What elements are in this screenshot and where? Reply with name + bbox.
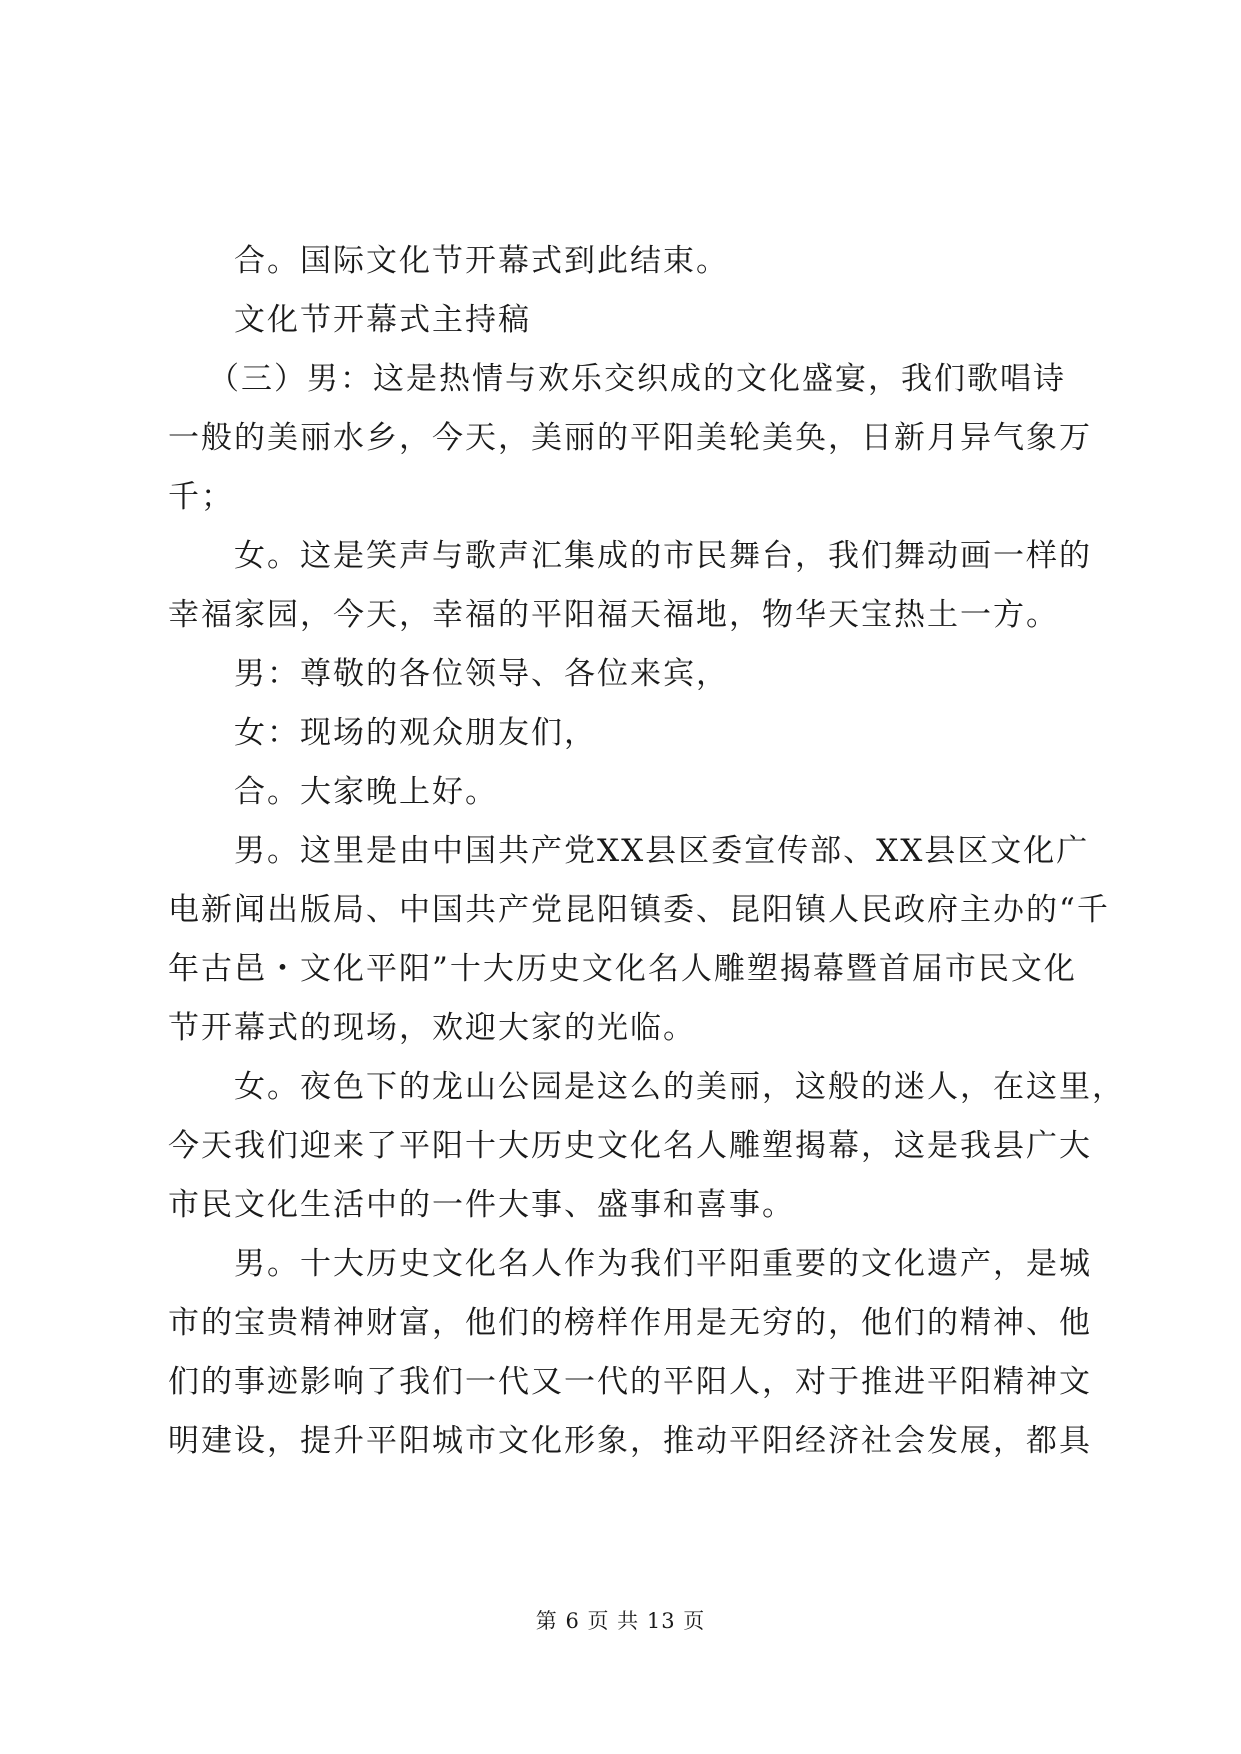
text-line: （三）男：这是热情与欢乐交织成的文化盛宴，我们歌唱诗 — [208, 361, 1066, 397]
text-line: 市民文化生活中的一件大事、盛事和喜事。 — [168, 1187, 795, 1223]
text-line: 千； — [168, 479, 234, 515]
text-line: 文化节开幕式主持稿 — [234, 302, 531, 338]
text-line: 合。大家晚上好。 — [234, 774, 498, 810]
paragraph — [168, 645, 1088, 704]
text-line: 男：尊敬的各位领导、各位来宾， — [234, 656, 729, 692]
page-body — [168, 232, 1125, 1471]
paragraph — [168, 704, 1088, 763]
paragraph — [168, 822, 1110, 1058]
paragraph — [168, 232, 1088, 291]
paragraph — [168, 1058, 1125, 1235]
text-line: 合。国际文化节开幕式到此结束。 — [234, 243, 729, 279]
text-line: 女。夜色下的龙山公园是这么的美丽，这般的迷人，在这里， — [234, 1069, 1125, 1105]
text-line: 女：现场的观众朋友们， — [234, 715, 597, 751]
paragraph — [168, 1235, 1092, 1471]
paragraph — [168, 291, 1088, 350]
text-line: 节开幕式的现场，欢迎大家的光临。 — [168, 1010, 696, 1046]
text-line: 一般的美丽水乡，今天，美丽的平阳美轮美奂，日新月异气象万 — [168, 420, 1092, 456]
text-line: 女。这是笑声与歌声汇集成的市民舞台，我们舞动画一样的 — [234, 538, 1092, 574]
text-line: 们的事迹影响了我们一代又一代的平阳人，对于推进平阳精神文 — [168, 1364, 1092, 1400]
page-number-footer: 第 6 页 共 13 页 — [535, 1609, 706, 1633]
paragraph — [168, 527, 1092, 645]
text-line: 幸福家园，今天，幸福的平阳福天福地，物华天宝热土一方。 — [168, 597, 1059, 633]
text-line: 男。十大历史文化名人作为我们平阳重要的文化遗产，是城 — [234, 1246, 1092, 1282]
text-line: 电新闻出版局、中国共产党昆阳镇委、昆阳镇人民政府主办的“千 — [168, 892, 1110, 928]
text-line: 今天我们迎来了平阳十大历史文化名人雕塑揭幕，这是我县广大 — [168, 1128, 1092, 1164]
text-line: 男。这里是由中国共产党XX县区委宣传部、XX县区文化广 — [234, 833, 1090, 869]
paragraph — [168, 350, 1092, 527]
text-line: 年古邑・文化平阳”十大历史文化名人雕塑揭幕暨首届市民文化 — [168, 951, 1077, 987]
paragraph — [168, 763, 1088, 822]
text-line: 市的宝贵精神财富，他们的榜样作用是无穷的，他们的精神、他 — [168, 1305, 1092, 1341]
text-line: 明建设，提升平阳城市文化形象，推动平阳经济社会发展，都具 — [168, 1423, 1092, 1459]
